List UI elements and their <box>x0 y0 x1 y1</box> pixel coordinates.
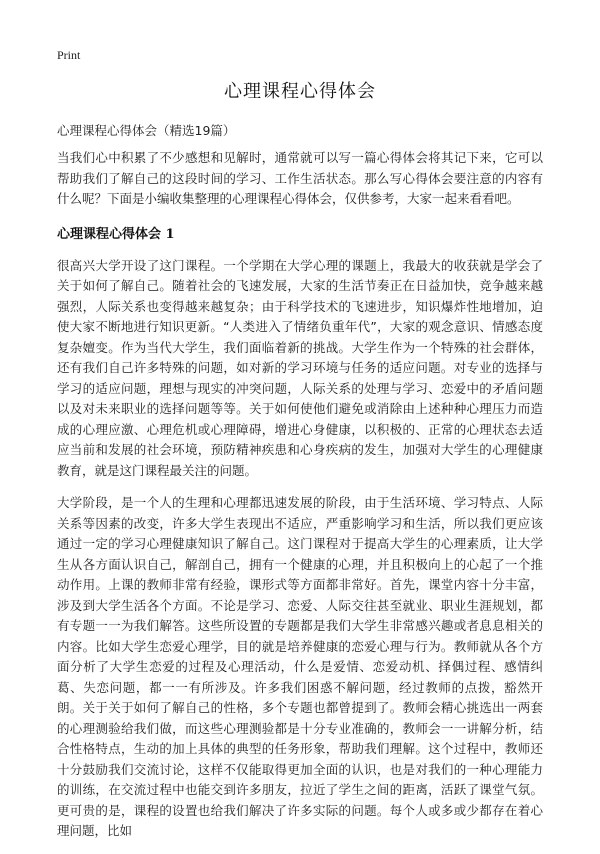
document-body <box>57 148 543 854</box>
body-paragraph-2: 大学阶段，是一个人的生理和心理都迅速发展的阶段，由于生活环境、学习特点、人际关系等因素的改变，许多大学生表现出不适应，严重影响学习和生活，所以我们更应该通过一定的学习心理健康知识了解自己。这门课程对于提高大学生的心理素质，让大学生从各方面认识自己，解剖自己，拥有一个健康的心理，并且积极向上的心起了一个推动作用。上课的教师非常有经验，课形式等方面都非常好。首先，课堂内容十分丰富，涉及到大学生活各个方面。不论是学习、恋爱、人际交往甚至就业、职业生涯规划，都有专题一一为我们解答。这些所设置的专题都是我们大学生非常感兴趣或者息息相关的内容。比如大学生恋爱心理学，目的就是培养健康的恋爱心理与行为。教师就从各个方面分析了大学生恋爱的过程及心理活动，什么是爱情、恋爱动机、择偶过程、感情纠葛、失恋问题，都一一有所涉及。许多我们困惑不解问题，经过教师的点拨，豁然开朗。关于关于如何了解自己的性格，多个专题也都曾提到了。教师会精心挑选出一两套的心理测验给我们做，而这些心理测验都是十分专业准确的，教师会一一讲解分析，结合性格特点，生动的加上具体的典型的任务形象，帮助我们理解。这个过程中，教师还十分鼓励我们交流讨论，这样不仅能取得更加全面的认识，也是对我们的一种心理能力的训练，在交流过程中也能交到许多朋友，拉近了学生之间的距离，活跃了课堂气氛。更可贵的是，课程的设置也给我们解决了许多实际的问题。每个人或多或少都存在着心理问题，比如 <box>57 495 543 838</box>
document-subtitle: 心理课程心得体会（精选19篇） <box>57 123 236 138</box>
intro-paragraph: 当我们心中积累了不少感想和见解时，通常就可以写一篇心得体会将其记下来，它可以帮助我们了解自己的这段时间的学习、工作生活状态。那么写心得体会要注意的内容有什么呢？下面是小编收集整理的心理课程心得体会，仅供参考，大家一起来看看吧。 <box>57 150 543 206</box>
print-link[interactable]: Print <box>57 48 81 62</box>
page-title: 心理课程心得体会 <box>224 81 376 102</box>
body-paragraph-1: 很高兴大学开设了这门课程。一个学期在大学心理的课题上，我最大的收获就是学会了关于如何了解自己。随着社会的飞速发展，大家的生活节奏正在日益加快，竞争越来越强烈，人际关系也变得越来越复杂；由于科学技术的飞速进步，知识爆炸性地增加，迫使大家不断地进行知识更新。“人类进入了情绪负重年代”，大家的观念意识、情感态度复杂嬗变。作为当代大学生，我们面临着新的挑战。大学生作为一个特殊的社会群体，还有我们自己许多特殊的问题，如对新的学习环境与任务的适应问题。对专业的选择与学习的适应问题，理想与现实的冲突问题，人际关系的处理与学习、恋爱中的矛盾问题以及对未来职业的选择问题等等。关于如何使他们避免或消除由上述种种心理压力而造成的心理应激、心理危机或心理障碍，增进心身健康，以积极的、正常的心理状态去适应当前和发展的社会环境，预防精神疾患和心身疾病的发生，加强对大学生的心理健康教育，就是这门课程最关注的问题。 <box>57 257 543 478</box>
section-heading: 心理课程心得体会 1 <box>57 226 175 242</box>
